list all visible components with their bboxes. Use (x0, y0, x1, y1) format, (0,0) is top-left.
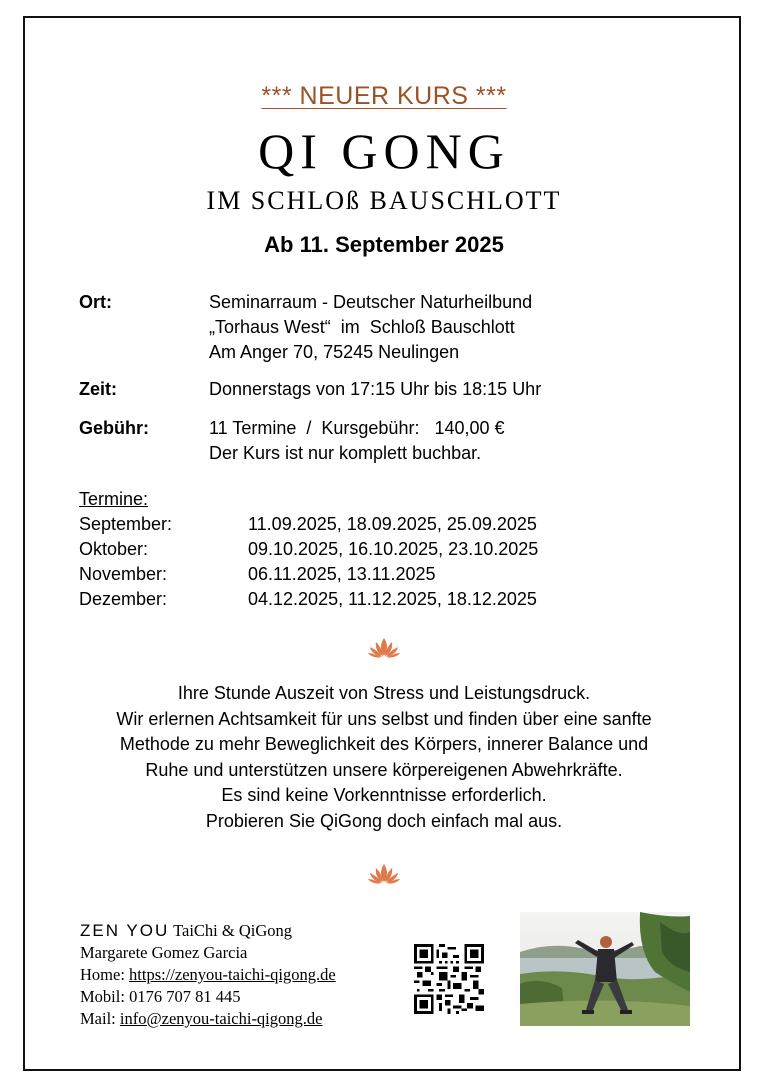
home-label: Home: (80, 965, 125, 984)
page-title: QI GONG (258, 123, 510, 179)
description-line: Ruhe und unterstützen unsere körpereigenen Abwehrkräfte. (145, 759, 623, 780)
description-line: Wir erlernen Achtsamkeit für uns selbst und finden über eine sanfte (116, 708, 652, 729)
description-line: Ihre Stunde Auszeit von Stress und Leistungsdruck. (177, 683, 591, 703)
zeit-label: Zeit: (79, 379, 117, 399)
lotus-icon (367, 863, 401, 885)
page-subtitle: IM SCHLOß BAUSCHLOTT (206, 186, 562, 215)
new-course-banner: *** NEUER KURS *** (261, 82, 507, 110)
lotus-icon (367, 637, 401, 659)
contact-name: Margarete Gomez Garcia (80, 943, 248, 962)
mail-line (80, 1008, 336, 1030)
termine-month: November: (79, 564, 168, 584)
mobil-line (80, 986, 336, 1008)
description-line: Methode zu mehr Beweglichkeit des Körpers, innerer Balance und (119, 734, 649, 754)
termine-dates: 11.09.2025, 18.09.2025, 25.09.2025 (248, 514, 537, 534)
qr-code (414, 944, 484, 1014)
mobil-label: Mobil: (80, 987, 125, 1006)
mobil-number: 0176 707 81 445 (129, 987, 241, 1006)
termine-month: September: (79, 514, 173, 534)
footer-contact (80, 920, 336, 1030)
description-line: Es sind keine Vorkenntnisse erforderlich. (221, 785, 547, 805)
ort-line-3: Am Anger 70, 75245 Neulingen (209, 342, 460, 362)
termine-dates: 04.12.2025, 11.12.2025, 18.12.2025 (248, 589, 537, 609)
gebuehr-line-1: 11 Termine / Kursgebühr: 140,00 € (209, 418, 505, 438)
mail-link[interactable]: info@zenyou-taichi-qigong.de (119, 1009, 323, 1028)
home-line (80, 964, 336, 986)
termine-month: Oktober: (79, 539, 149, 559)
start-date: Ab 11. September 2025 (264, 232, 504, 257)
termine-dates: 09.10.2025, 16.10.2025, 23.10.2025 (248, 539, 539, 559)
mail-label: Mail: (80, 1009, 116, 1028)
ort-label: Ort: (79, 292, 112, 312)
description-line: Probieren Sie QiGong doch einfach mal aus. (205, 810, 563, 831)
home-link[interactable]: https://zenyou-taichi-qigong.de (129, 965, 336, 984)
gebuehr-label: Gebühr: (79, 418, 149, 438)
brand-line (80, 920, 336, 942)
ort-line-2: „Torhaus West“ im Schloß Bauschlott (209, 317, 515, 337)
zeit-value: Donnerstags von 17:15 Uhr bis 18:15 Uhr (209, 379, 542, 399)
brand-name: ZEN YOU (80, 921, 170, 940)
ort-line-1: Seminarraum - Deutscher Naturheilbund (209, 292, 533, 312)
termine-month: Dezember: (79, 589, 168, 609)
termine-heading: Termine: (79, 489, 149, 509)
termine-dates: 06.11.2025, 13.11.2025 (248, 564, 436, 584)
person-taichi-photo (520, 912, 690, 1026)
gebuehr-line-2: Der Kurs ist nur komplett buchbar. (209, 443, 482, 463)
description (0, 681, 768, 834)
brand-suffix: TaiChi & QiGong (173, 921, 293, 940)
